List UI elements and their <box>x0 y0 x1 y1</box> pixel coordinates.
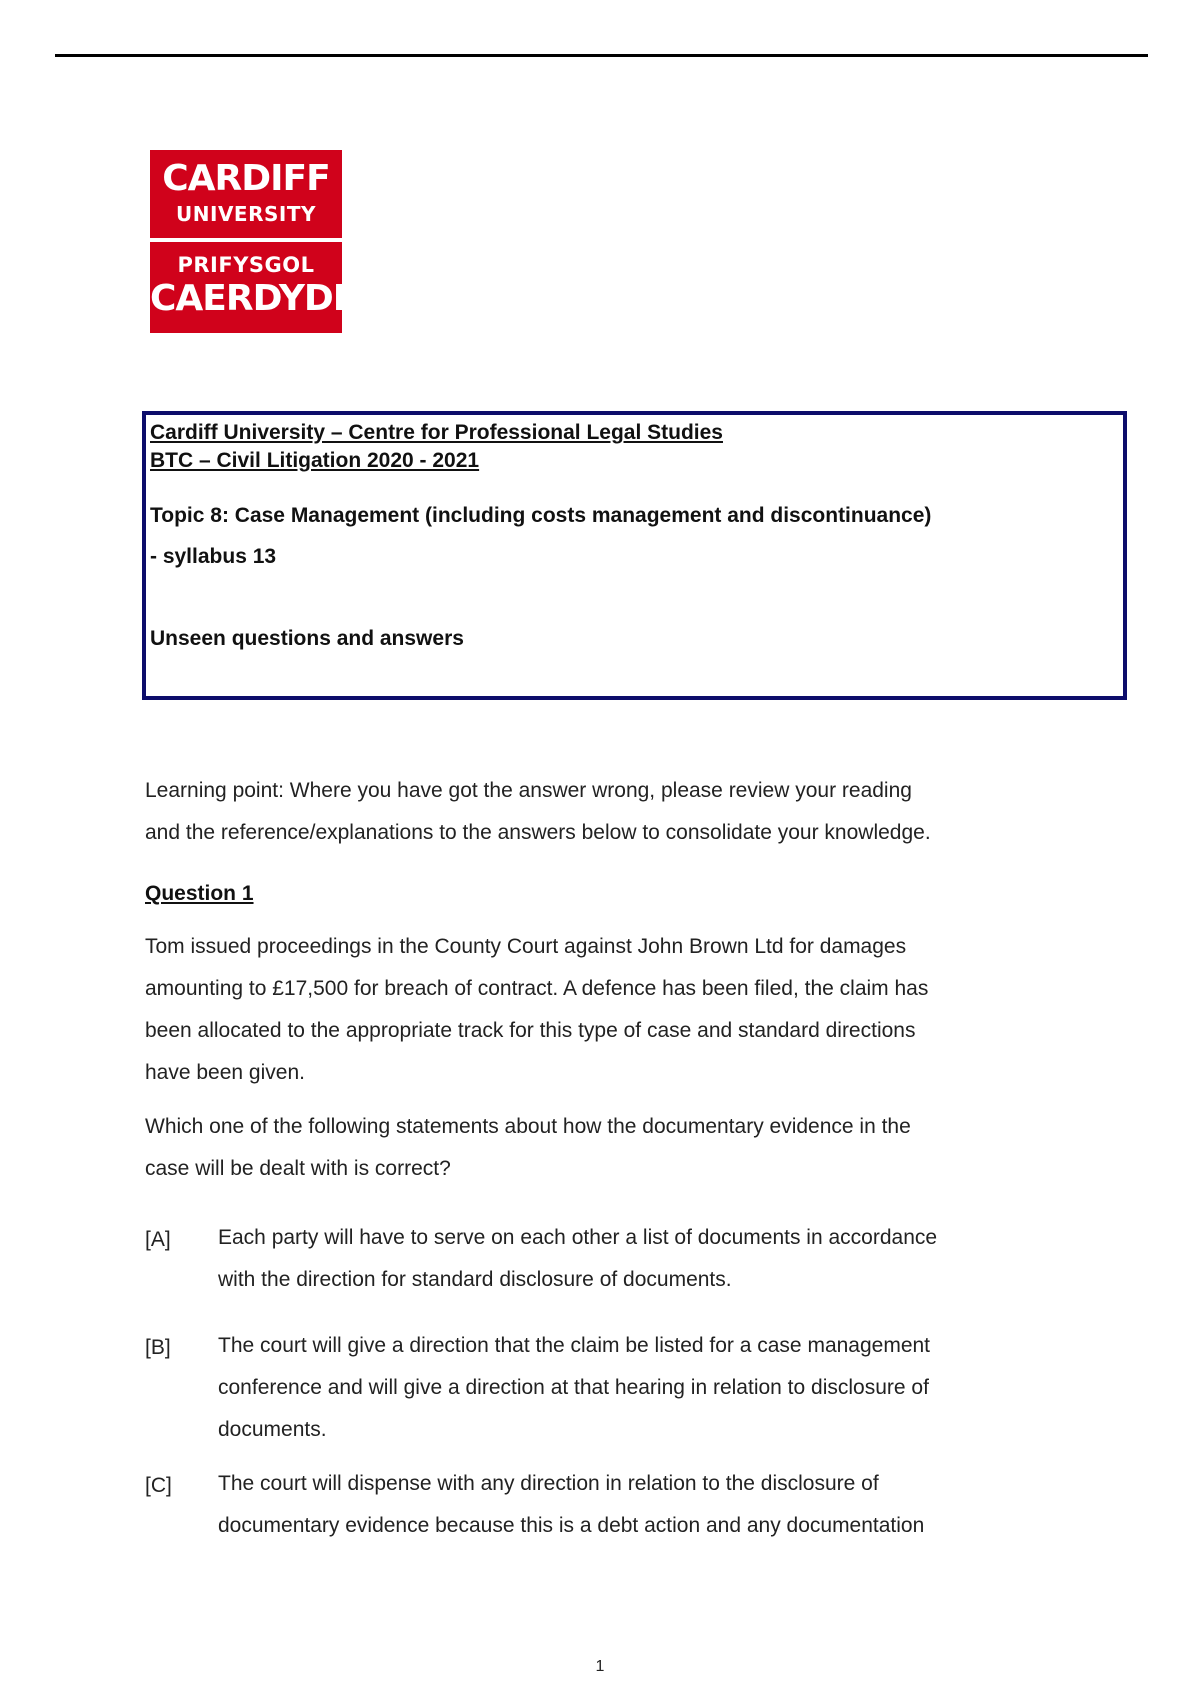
option-a-text <box>218 1217 1078 1301</box>
option-line: with the direction for standard disclosure of documents. <box>218 1268 732 1291</box>
option-line: The court will dispense with any direction in relation to the disclosure of <box>218 1472 879 1495</box>
logo-line-university: UNIVERSITY <box>176 202 316 226</box>
scenario-line: Tom issued proceedings in the County Court against John Brown Ltd for damages <box>145 935 907 958</box>
header-box <box>142 411 1127 700</box>
logo-line-cardiff: CARDIFF <box>162 158 330 199</box>
option-line: conference and will give a direction at that hearing in relation to disclosure of <box>218 1376 929 1399</box>
header-topic: Topic 8: Case Management (including costs management and discontinuance) <box>150 504 932 527</box>
learning-point-line: Learning point: Where you have got the answer wrong, please review your reading <box>145 779 912 802</box>
scenario-line: have been given. <box>145 1061 305 1084</box>
prompt-line: case will be dealt with is correct? <box>145 1157 451 1180</box>
header-syllabus: - syllabus 13 <box>150 545 277 568</box>
option-line: documentary evidence because this is a debt action and any documentation <box>218 1514 925 1537</box>
logo-divider <box>150 238 342 242</box>
option-line: The court will give a direction that the claim be listed for a case management <box>218 1334 931 1357</box>
scenario-line: amounting to £17,500 for breach of contract. A defence has been filed, the claim has <box>145 977 929 1000</box>
header-line-centre: Cardiff University – Centre for Professional Legal Studies <box>150 421 723 444</box>
scenario-line: been allocated to the appropriate track for this type of case and standard directions <box>145 1019 916 1042</box>
logo-line-caerdydd: CAERDYDD <box>150 278 362 319</box>
page-number: 1 <box>595 1658 605 1675</box>
header-line-course: BTC – Civil Litigation 2020 - 2021 <box>150 449 480 472</box>
header-subtitle: Unseen questions and answers <box>150 627 464 650</box>
option-c-label: [C] <box>145 1474 172 1497</box>
question-scenario <box>145 926 1075 1094</box>
option-c-text <box>218 1463 1078 1547</box>
question-prompt <box>145 1106 1075 1190</box>
learning-point <box>145 770 1075 854</box>
top-rule <box>55 54 1148 57</box>
option-line: documents. <box>218 1418 327 1441</box>
option-a-label: [A] <box>145 1228 171 1251</box>
cardiff-university-logo <box>150 150 362 333</box>
option-line: Each party will have to serve on each other a list of documents in accordance <box>218 1226 938 1249</box>
question-heading: Question 1 <box>145 882 254 905</box>
logo-line-prifysgol: PRIFYSGOL <box>177 253 315 277</box>
option-b-label: [B] <box>145 1336 171 1359</box>
learning-point-line: and the reference/explanations to the answers below to consolidate your knowledge. <box>145 821 931 844</box>
prompt-line: Which one of the following statements about how the documentary evidence in the <box>145 1115 911 1138</box>
option-b-text <box>218 1325 1078 1451</box>
